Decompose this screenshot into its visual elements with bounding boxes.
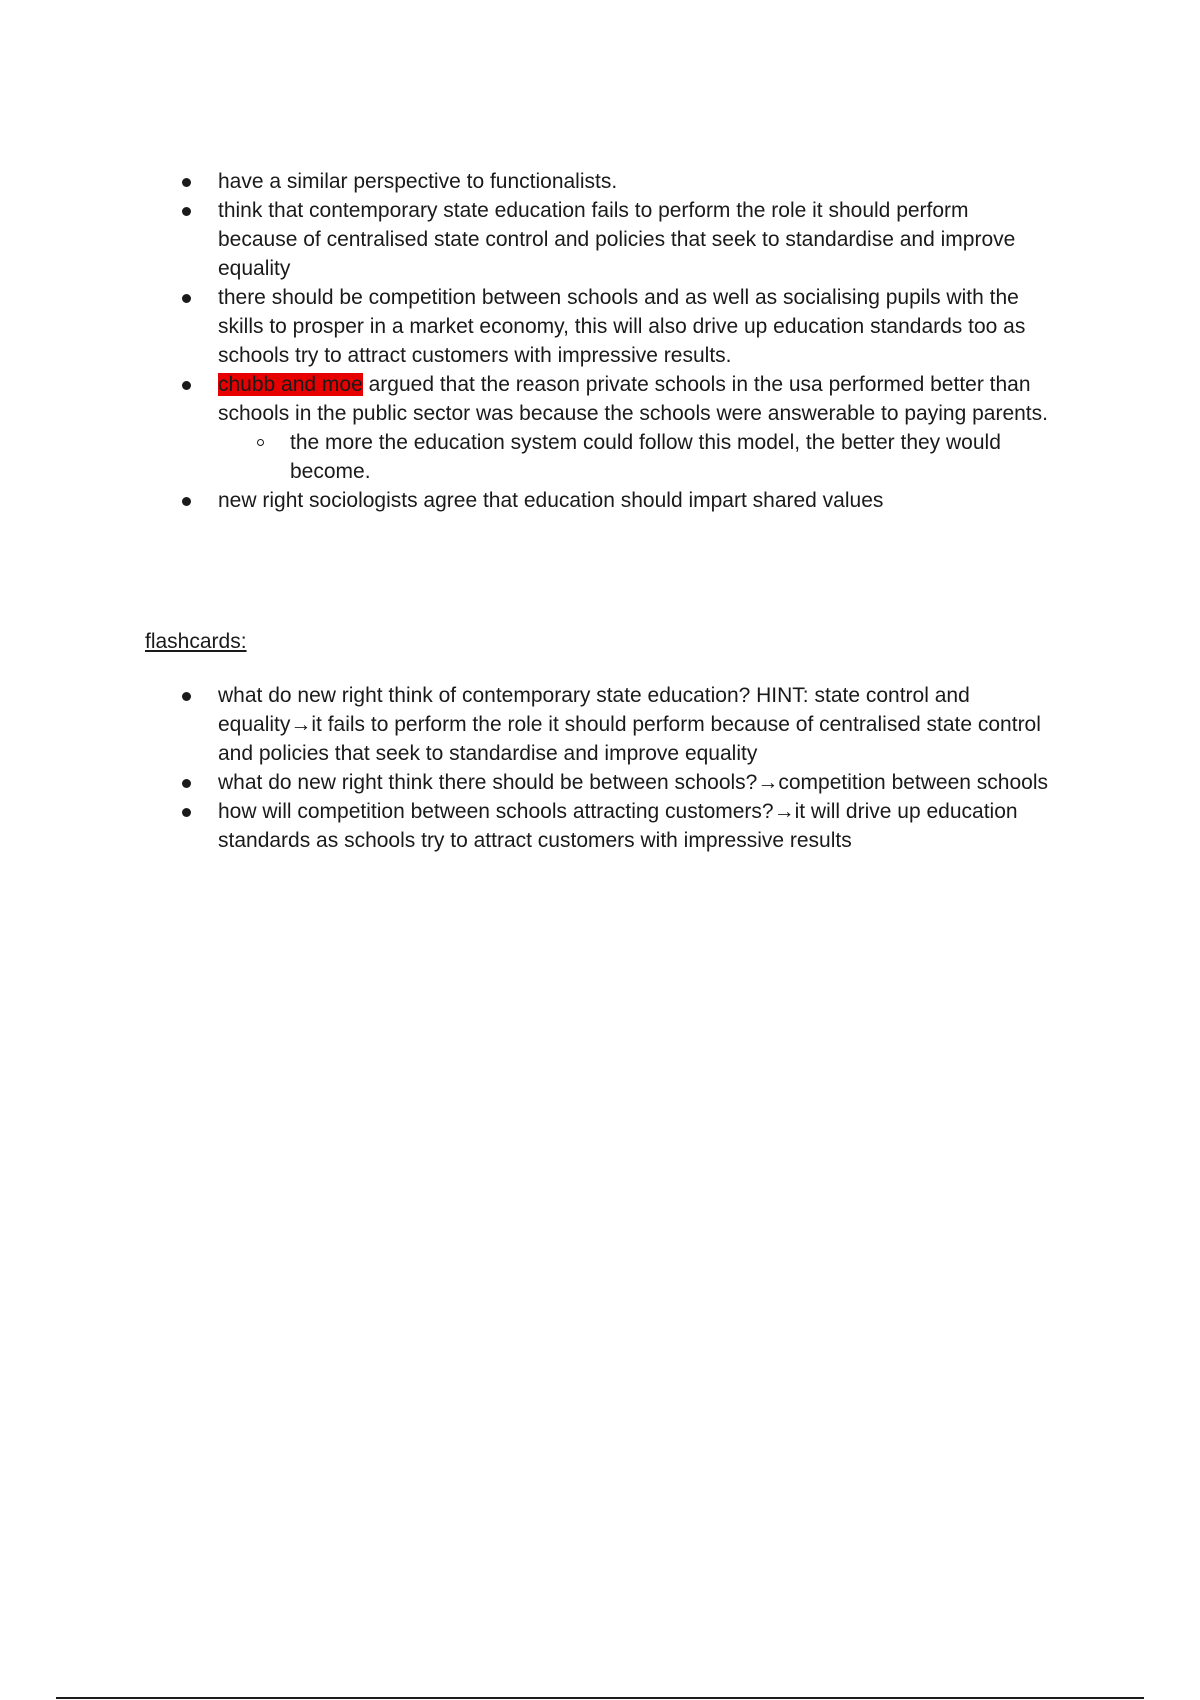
list-item [0, 196, 1048, 283]
flashcards-heading: flashcards: [145, 630, 247, 653]
list-item [0, 283, 1048, 370]
footer-divider [56, 1697, 1144, 1699]
bullet-icon [182, 779, 191, 788]
bullet-icon [182, 294, 191, 303]
bullet-icon [182, 497, 191, 506]
list-item [0, 486, 1048, 515]
list-item [0, 681, 1048, 768]
list-item [0, 797, 1048, 855]
list-item [0, 768, 1048, 797]
bullet-icon [182, 178, 191, 187]
list-item-text: new right sociologists agree that education should impart shared values [218, 489, 884, 512]
list-item [0, 370, 1048, 428]
list-item-text: what do new right think there should be between schools?→competition between schools [218, 771, 1049, 794]
bullet-icon [182, 381, 191, 390]
nested-list-item [0, 428, 1048, 486]
list-item-text: have a similar perspective to functionalists. [218, 170, 618, 193]
list-item-text: think that contemporary state education fails to perform the role it should perform because of centralised state control and policies that seek to standardise and improve equality [218, 199, 1016, 280]
list-item-text: what do new right think of contemporary state education? HINT: state control and equality→it fails to perform the role it should perform because of centralised state control and policies that seek to standardise and improve equality [218, 684, 1041, 765]
list-item-text: there should be competition between schools and as well as socialising pupils with the skills to prosper in a market economy, this will also drive up education standards too as schools try to attract customers with impressive results. [218, 286, 1026, 367]
bullet-icon [182, 692, 191, 701]
highlighted-text: chubb and moe [218, 373, 363, 396]
bullet-icon [182, 207, 191, 216]
circle-bullet-icon [257, 439, 264, 446]
list-item-text: how will competition between schools attracting customers?→it will drive up education standards as schools try to attract customers with impressive results [218, 800, 1018, 852]
notes-list [0, 167, 1200, 515]
bullet-icon [182, 808, 191, 817]
flashcards-list [0, 681, 1200, 855]
list-item-text: the more the education system could follow this model, the better they would become. [290, 431, 1001, 483]
list-item [0, 167, 1048, 196]
list-item-text: argued that the reason private schools in the usa performed better than schools in the public sector was because the schools were answerable to paying parents. [218, 373, 1048, 425]
